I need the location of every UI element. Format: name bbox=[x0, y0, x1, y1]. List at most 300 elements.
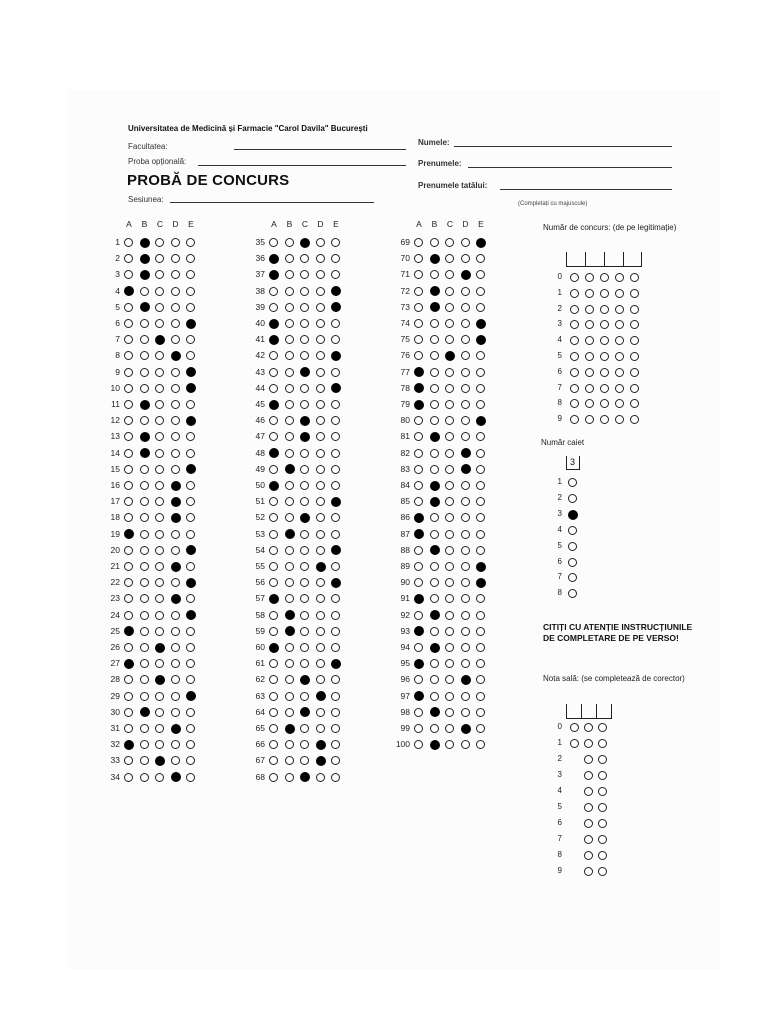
answer-bubble-d[interactable] bbox=[316, 530, 325, 539]
answer-bubble-b[interactable] bbox=[285, 643, 294, 652]
answer-bubble-b[interactable] bbox=[430, 675, 439, 684]
grade-digit-bubble[interactable] bbox=[598, 803, 607, 812]
answer-bubble-d[interactable] bbox=[316, 368, 325, 377]
competition-digit-bubble[interactable] bbox=[600, 305, 609, 314]
answer-bubble-e[interactable] bbox=[186, 303, 195, 312]
answer-bubble-d[interactable] bbox=[316, 562, 326, 572]
answer-bubble-b[interactable] bbox=[140, 740, 149, 749]
answer-bubble-d[interactable] bbox=[171, 740, 180, 749]
competition-digit-bubble[interactable] bbox=[585, 273, 594, 282]
answer-bubble-b[interactable] bbox=[430, 319, 439, 328]
answer-bubble-d[interactable] bbox=[171, 562, 181, 572]
answer-bubble-c[interactable] bbox=[445, 611, 454, 620]
answer-bubble-b[interactable] bbox=[285, 351, 294, 360]
answer-bubble-a[interactable] bbox=[124, 303, 133, 312]
answer-bubble-e[interactable] bbox=[331, 643, 340, 652]
answer-bubble-b[interactable] bbox=[140, 351, 149, 360]
answer-bubble-c[interactable] bbox=[155, 465, 164, 474]
answer-bubble-e[interactable] bbox=[331, 578, 341, 588]
grade-digit-bubble[interactable] bbox=[584, 755, 593, 764]
answer-bubble-c[interactable] bbox=[155, 675, 165, 685]
answer-bubble-b[interactable] bbox=[140, 659, 149, 668]
answer-bubble-d[interactable] bbox=[461, 432, 470, 441]
answer-bubble-c[interactable] bbox=[445, 238, 454, 247]
answer-bubble-b[interactable] bbox=[285, 578, 294, 587]
answer-bubble-d[interactable] bbox=[461, 740, 470, 749]
answer-bubble-b[interactable] bbox=[430, 465, 439, 474]
answer-bubble-c[interactable] bbox=[445, 400, 454, 409]
answer-bubble-e[interactable] bbox=[476, 416, 486, 426]
answer-bubble-d[interactable] bbox=[171, 530, 180, 539]
answer-bubble-e[interactable] bbox=[476, 303, 485, 312]
competition-digit-bubble[interactable] bbox=[570, 368, 579, 377]
answer-bubble-d[interactable] bbox=[461, 287, 470, 296]
answer-bubble-d[interactable] bbox=[316, 643, 325, 652]
answer-bubble-b[interactable] bbox=[140, 513, 149, 522]
answer-bubble-d[interactable] bbox=[316, 546, 325, 555]
answer-bubble-b[interactable] bbox=[285, 708, 294, 717]
answer-bubble-c[interactable] bbox=[300, 530, 309, 539]
answer-bubble-a[interactable] bbox=[124, 481, 133, 490]
answer-bubble-e[interactable] bbox=[476, 287, 485, 296]
answer-bubble-d[interactable] bbox=[171, 724, 181, 734]
answer-bubble-e[interactable] bbox=[186, 578, 196, 588]
answer-bubble-c[interactable] bbox=[155, 287, 164, 296]
competition-number-boxes[interactable] bbox=[566, 252, 642, 267]
answer-bubble-e[interactable] bbox=[331, 627, 340, 636]
answer-bubble-b[interactable] bbox=[285, 270, 294, 279]
answer-bubble-d[interactable] bbox=[171, 270, 180, 279]
answer-bubble-d[interactable] bbox=[461, 238, 470, 247]
answer-bubble-b[interactable] bbox=[285, 497, 294, 506]
grade-digit-bubble[interactable] bbox=[598, 851, 607, 860]
answer-bubble-e[interactable] bbox=[476, 708, 485, 717]
answer-bubble-c[interactable] bbox=[300, 416, 310, 426]
answer-bubble-a[interactable] bbox=[414, 513, 424, 523]
grade-digit-bubble[interactable] bbox=[598, 787, 607, 796]
grade-digit-bubble[interactable] bbox=[598, 755, 607, 764]
grade-digit-bubble[interactable] bbox=[598, 771, 607, 780]
answer-bubble-d[interactable] bbox=[461, 270, 471, 280]
answer-bubble-c[interactable] bbox=[300, 400, 309, 409]
competition-digit-bubble[interactable] bbox=[615, 352, 624, 361]
answer-bubble-a[interactable] bbox=[124, 708, 133, 717]
answer-bubble-e[interactable] bbox=[476, 335, 486, 345]
competition-digit-bubble[interactable] bbox=[585, 384, 594, 393]
answer-bubble-a[interactable] bbox=[124, 238, 133, 247]
answer-bubble-b[interactable] bbox=[285, 287, 294, 296]
grade-digit-bubble[interactable] bbox=[584, 739, 593, 748]
answer-bubble-d[interactable] bbox=[171, 627, 180, 636]
answer-bubble-c[interactable] bbox=[445, 530, 454, 539]
answer-bubble-e[interactable] bbox=[186, 530, 195, 539]
answer-bubble-a[interactable] bbox=[124, 465, 133, 474]
answer-bubble-d[interactable] bbox=[316, 432, 325, 441]
answer-bubble-b[interactable] bbox=[140, 400, 150, 410]
answer-bubble-c[interactable] bbox=[445, 368, 454, 377]
answer-bubble-b[interactable] bbox=[140, 756, 149, 765]
answer-bubble-a[interactable] bbox=[124, 546, 133, 555]
answer-bubble-b[interactable] bbox=[140, 465, 149, 474]
grade-digit-bubble[interactable] bbox=[584, 867, 593, 876]
grade-digit-bubble[interactable] bbox=[584, 723, 593, 732]
grade-digit-bubble[interactable] bbox=[570, 739, 579, 748]
booklet-digit-bubble[interactable] bbox=[568, 510, 578, 520]
answer-bubble-d[interactable] bbox=[171, 287, 180, 296]
answer-bubble-c[interactable] bbox=[155, 546, 164, 555]
answer-bubble-d[interactable] bbox=[171, 708, 180, 717]
answer-bubble-c[interactable] bbox=[300, 692, 309, 701]
answer-bubble-e[interactable] bbox=[331, 659, 341, 669]
answer-bubble-d[interactable] bbox=[316, 303, 325, 312]
answer-bubble-e[interactable] bbox=[476, 400, 485, 409]
answer-bubble-c[interactable] bbox=[300, 546, 309, 555]
answer-bubble-b[interactable] bbox=[285, 432, 294, 441]
booklet-number-box[interactable] bbox=[566, 456, 580, 470]
answer-bubble-d[interactable] bbox=[316, 465, 325, 474]
answer-bubble-d[interactable] bbox=[316, 384, 325, 393]
answer-bubble-a[interactable] bbox=[269, 627, 278, 636]
answer-bubble-d[interactable] bbox=[171, 772, 181, 782]
answer-bubble-c[interactable] bbox=[300, 611, 309, 620]
answer-bubble-c[interactable] bbox=[155, 384, 164, 393]
answer-bubble-c[interactable] bbox=[155, 562, 164, 571]
answer-bubble-d[interactable] bbox=[316, 335, 325, 344]
competition-digit-bubble[interactable] bbox=[570, 352, 579, 361]
answer-bubble-b[interactable] bbox=[430, 627, 439, 636]
answer-bubble-d[interactable] bbox=[461, 448, 471, 458]
answer-bubble-a[interactable] bbox=[124, 740, 134, 750]
answer-bubble-b[interactable] bbox=[285, 529, 295, 539]
competition-digit-bubble[interactable] bbox=[630, 289, 639, 298]
answer-bubble-d[interactable] bbox=[171, 675, 180, 684]
answer-bubble-c[interactable] bbox=[155, 643, 165, 653]
answer-bubble-c[interactable] bbox=[445, 692, 454, 701]
answer-bubble-d[interactable] bbox=[171, 611, 180, 620]
session-field[interactable] bbox=[170, 202, 374, 203]
answer-bubble-b[interactable] bbox=[430, 286, 440, 296]
answer-bubble-d[interactable] bbox=[316, 497, 325, 506]
competition-digit-bubble[interactable] bbox=[570, 273, 579, 282]
answer-bubble-c[interactable] bbox=[155, 368, 164, 377]
answer-bubble-d[interactable] bbox=[171, 432, 180, 441]
answer-bubble-e[interactable] bbox=[476, 465, 485, 474]
answer-bubble-e[interactable] bbox=[476, 578, 486, 588]
answer-bubble-a[interactable] bbox=[269, 530, 278, 539]
grade-digit-bubble[interactable] bbox=[584, 819, 593, 828]
answer-bubble-c[interactable] bbox=[445, 351, 455, 361]
answer-bubble-a[interactable] bbox=[269, 562, 278, 571]
optional-test-field[interactable] bbox=[198, 165, 406, 166]
answer-bubble-a[interactable] bbox=[124, 319, 133, 328]
answer-bubble-b[interactable] bbox=[285, 594, 294, 603]
competition-digit-bubble[interactable] bbox=[630, 352, 639, 361]
first-name-field[interactable] bbox=[468, 167, 672, 168]
answer-bubble-e[interactable] bbox=[331, 449, 340, 458]
competition-digit-bubble[interactable] bbox=[570, 305, 579, 314]
answer-bubble-e[interactable] bbox=[186, 773, 195, 782]
answer-bubble-a[interactable] bbox=[414, 287, 423, 296]
name-field[interactable] bbox=[454, 146, 672, 147]
answer-bubble-b[interactable] bbox=[285, 659, 294, 668]
answer-bubble-d[interactable] bbox=[461, 368, 470, 377]
grade-digit-bubble[interactable] bbox=[598, 739, 607, 748]
answer-bubble-c[interactable] bbox=[155, 319, 164, 328]
answer-bubble-b[interactable] bbox=[140, 546, 149, 555]
answer-bubble-b[interactable] bbox=[285, 303, 294, 312]
answer-bubble-d[interactable] bbox=[171, 643, 180, 652]
answer-bubble-b[interactable] bbox=[430, 368, 439, 377]
grade-digit-bubble[interactable] bbox=[584, 787, 593, 796]
answer-bubble-d[interactable] bbox=[461, 724, 471, 734]
answer-bubble-a[interactable] bbox=[414, 481, 423, 490]
answer-bubble-a[interactable] bbox=[269, 303, 278, 312]
grade-digit-bubble[interactable] bbox=[584, 771, 593, 780]
answer-bubble-b[interactable] bbox=[430, 659, 439, 668]
competition-digit-bubble[interactable] bbox=[630, 305, 639, 314]
answer-bubble-a[interactable] bbox=[269, 368, 278, 377]
answer-bubble-b[interactable] bbox=[140, 335, 149, 344]
answer-bubble-c[interactable] bbox=[300, 449, 309, 458]
answer-bubble-b[interactable] bbox=[430, 416, 439, 425]
competition-digit-bubble[interactable] bbox=[615, 289, 624, 298]
answer-bubble-c[interactable] bbox=[155, 692, 164, 701]
answer-bubble-b[interactable] bbox=[285, 335, 294, 344]
answer-bubble-d[interactable] bbox=[316, 627, 325, 636]
father-name-field[interactable] bbox=[500, 189, 672, 190]
answer-bubble-a[interactable] bbox=[124, 643, 133, 652]
answer-bubble-c[interactable] bbox=[300, 319, 309, 328]
answer-bubble-b[interactable] bbox=[285, 238, 294, 247]
answer-bubble-b[interactable] bbox=[285, 416, 294, 425]
grade-digit-bubble[interactable] bbox=[598, 819, 607, 828]
answer-bubble-b[interactable] bbox=[140, 773, 149, 782]
answer-bubble-a[interactable] bbox=[269, 708, 278, 717]
answer-bubble-d[interactable] bbox=[171, 351, 181, 361]
answer-bubble-e[interactable] bbox=[476, 368, 485, 377]
competition-digit-bubble[interactable] bbox=[615, 384, 624, 393]
answer-bubble-e[interactable] bbox=[186, 287, 195, 296]
answer-bubble-b[interactable] bbox=[430, 302, 440, 312]
answer-bubble-d[interactable] bbox=[316, 351, 325, 360]
answer-bubble-e[interactable] bbox=[476, 692, 485, 701]
answer-bubble-a[interactable] bbox=[124, 368, 133, 377]
faculty-field[interactable] bbox=[234, 149, 406, 150]
answer-bubble-b[interactable] bbox=[140, 302, 150, 312]
answer-bubble-e[interactable] bbox=[186, 481, 195, 490]
answer-bubble-e[interactable] bbox=[186, 708, 195, 717]
answer-bubble-d[interactable] bbox=[461, 481, 470, 490]
answer-bubble-a[interactable] bbox=[414, 449, 423, 458]
answer-bubble-b[interactable] bbox=[430, 254, 440, 264]
answer-bubble-b[interactable] bbox=[285, 740, 294, 749]
answer-bubble-e[interactable] bbox=[476, 546, 485, 555]
answer-bubble-e[interactable] bbox=[331, 238, 340, 247]
answer-bubble-d[interactable] bbox=[171, 578, 180, 587]
answer-bubble-a[interactable] bbox=[414, 643, 423, 652]
answer-bubble-b[interactable] bbox=[430, 384, 439, 393]
answer-bubble-a[interactable] bbox=[269, 773, 278, 782]
answer-bubble-c[interactable] bbox=[445, 384, 454, 393]
answer-bubble-c[interactable] bbox=[300, 675, 310, 685]
answer-bubble-b[interactable] bbox=[430, 497, 440, 507]
competition-digit-bubble[interactable] bbox=[630, 273, 639, 282]
answer-bubble-d[interactable] bbox=[461, 546, 470, 555]
answer-bubble-a[interactable] bbox=[124, 724, 133, 733]
competition-digit-bubble[interactable] bbox=[630, 384, 639, 393]
answer-bubble-e[interactable] bbox=[476, 449, 485, 458]
answer-bubble-b[interactable] bbox=[430, 432, 440, 442]
competition-digit-bubble[interactable] bbox=[600, 384, 609, 393]
answer-bubble-d[interactable] bbox=[171, 335, 180, 344]
answer-bubble-d[interactable] bbox=[461, 659, 470, 668]
answer-bubble-b[interactable] bbox=[285, 464, 295, 474]
answer-bubble-d[interactable] bbox=[316, 416, 325, 425]
answer-bubble-e[interactable] bbox=[331, 497, 341, 507]
answer-bubble-d[interactable] bbox=[171, 449, 180, 458]
answer-bubble-b[interactable] bbox=[140, 432, 150, 442]
answer-bubble-c[interactable] bbox=[445, 303, 454, 312]
answer-bubble-c[interactable] bbox=[445, 481, 454, 490]
answer-bubble-b[interactable] bbox=[140, 611, 149, 620]
answer-bubble-e[interactable] bbox=[476, 481, 485, 490]
answer-bubble-c[interactable] bbox=[445, 627, 454, 636]
answer-bubble-d[interactable] bbox=[316, 270, 325, 279]
answer-bubble-a[interactable] bbox=[124, 400, 133, 409]
answer-bubble-c[interactable] bbox=[300, 238, 310, 248]
grade-digit-bubble[interactable] bbox=[598, 723, 607, 732]
answer-bubble-c[interactable] bbox=[155, 530, 164, 539]
answer-bubble-d[interactable] bbox=[461, 594, 470, 603]
answer-bubble-d[interactable] bbox=[461, 513, 470, 522]
answer-bubble-d[interactable] bbox=[316, 691, 326, 701]
answer-bubble-a[interactable] bbox=[269, 692, 278, 701]
answer-bubble-a[interactable] bbox=[124, 773, 133, 782]
answer-bubble-a[interactable] bbox=[414, 611, 423, 620]
answer-bubble-d[interactable] bbox=[171, 384, 180, 393]
answer-bubble-b[interactable] bbox=[430, 270, 439, 279]
answer-bubble-b[interactable] bbox=[430, 530, 439, 539]
answer-bubble-b[interactable] bbox=[285, 724, 295, 734]
answer-bubble-d[interactable] bbox=[461, 319, 470, 328]
answer-bubble-b[interactable] bbox=[430, 692, 439, 701]
answer-bubble-b[interactable] bbox=[430, 513, 439, 522]
answer-bubble-b[interactable] bbox=[140, 287, 149, 296]
answer-bubble-c[interactable] bbox=[445, 562, 454, 571]
answer-bubble-e[interactable] bbox=[476, 724, 485, 733]
answer-bubble-e[interactable] bbox=[331, 692, 340, 701]
answer-bubble-a[interactable] bbox=[269, 546, 278, 555]
answer-bubble-e[interactable] bbox=[186, 724, 195, 733]
answer-bubble-e[interactable] bbox=[331, 708, 340, 717]
answer-bubble-e[interactable] bbox=[331, 319, 340, 328]
answer-bubble-d[interactable] bbox=[171, 692, 180, 701]
answer-bubble-a[interactable] bbox=[269, 465, 278, 474]
answer-bubble-d[interactable] bbox=[171, 238, 180, 247]
answer-bubble-b[interactable] bbox=[285, 481, 294, 490]
answer-bubble-e[interactable] bbox=[186, 643, 195, 652]
answer-bubble-e[interactable] bbox=[476, 611, 485, 620]
answer-bubble-d[interactable] bbox=[171, 368, 180, 377]
answer-bubble-b[interactable] bbox=[430, 400, 439, 409]
answer-bubble-d[interactable] bbox=[171, 594, 181, 604]
competition-digit-bubble[interactable] bbox=[570, 289, 579, 298]
answer-bubble-b[interactable] bbox=[430, 724, 439, 733]
answer-bubble-a[interactable] bbox=[414, 594, 424, 604]
answer-bubble-c[interactable] bbox=[155, 449, 164, 458]
answer-bubble-d[interactable] bbox=[316, 449, 325, 458]
answer-bubble-b[interactable] bbox=[430, 740, 440, 750]
answer-bubble-d[interactable] bbox=[171, 481, 181, 491]
answer-bubble-b[interactable] bbox=[430, 643, 440, 653]
answer-bubble-a[interactable] bbox=[269, 254, 279, 264]
answer-bubble-c[interactable] bbox=[445, 465, 454, 474]
answer-bubble-c[interactable] bbox=[155, 773, 164, 782]
answer-bubble-a[interactable] bbox=[124, 692, 133, 701]
answer-bubble-d[interactable] bbox=[316, 740, 326, 750]
competition-digit-bubble[interactable] bbox=[600, 273, 609, 282]
answer-bubble-d[interactable] bbox=[461, 708, 470, 717]
answer-bubble-a[interactable] bbox=[269, 724, 278, 733]
answer-bubble-c[interactable] bbox=[300, 562, 309, 571]
competition-digit-bubble[interactable] bbox=[570, 384, 579, 393]
answer-bubble-c[interactable] bbox=[155, 335, 165, 345]
answer-bubble-a[interactable] bbox=[269, 270, 279, 280]
answer-bubble-b[interactable] bbox=[430, 238, 439, 247]
answer-bubble-b[interactable] bbox=[140, 707, 150, 717]
answer-bubble-a[interactable] bbox=[124, 611, 133, 620]
answer-bubble-d[interactable] bbox=[461, 627, 470, 636]
answer-bubble-c[interactable] bbox=[300, 627, 309, 636]
answer-bubble-e[interactable] bbox=[476, 643, 485, 652]
booklet-digit-bubble[interactable] bbox=[568, 478, 577, 487]
answer-bubble-c[interactable] bbox=[155, 724, 164, 733]
answer-bubble-a[interactable] bbox=[124, 659, 134, 669]
answer-bubble-c[interactable] bbox=[445, 287, 454, 296]
competition-digit-bubble[interactable] bbox=[585, 289, 594, 298]
answer-bubble-d[interactable] bbox=[316, 481, 325, 490]
answer-bubble-e[interactable] bbox=[476, 530, 485, 539]
grade-digit-bubble[interactable] bbox=[570, 723, 579, 732]
answer-bubble-b[interactable] bbox=[140, 562, 149, 571]
answer-bubble-c[interactable] bbox=[445, 643, 454, 652]
answer-bubble-d[interactable] bbox=[316, 254, 325, 263]
answer-bubble-b[interactable] bbox=[285, 400, 294, 409]
answer-bubble-c[interactable] bbox=[155, 611, 164, 620]
answer-bubble-a[interactable] bbox=[269, 287, 278, 296]
answer-bubble-e[interactable] bbox=[331, 611, 340, 620]
answer-bubble-b[interactable] bbox=[285, 675, 294, 684]
answer-bubble-b[interactable] bbox=[285, 319, 294, 328]
answer-bubble-a[interactable] bbox=[124, 449, 133, 458]
answer-bubble-c[interactable] bbox=[300, 465, 309, 474]
answer-bubble-e[interactable] bbox=[186, 627, 195, 636]
answer-bubble-d[interactable] bbox=[171, 546, 180, 555]
answer-bubble-e[interactable] bbox=[331, 481, 340, 490]
answer-bubble-c[interactable] bbox=[300, 724, 309, 733]
answer-bubble-b[interactable] bbox=[140, 238, 150, 248]
answer-bubble-d[interactable] bbox=[461, 464, 471, 474]
answer-bubble-e[interactable] bbox=[331, 724, 340, 733]
answer-bubble-d[interactable] bbox=[461, 416, 470, 425]
answer-bubble-c[interactable] bbox=[445, 319, 454, 328]
answer-bubble-d[interactable] bbox=[171, 254, 180, 263]
answer-bubble-e[interactable] bbox=[186, 400, 195, 409]
answer-bubble-c[interactable] bbox=[300, 513, 310, 523]
answer-bubble-e[interactable] bbox=[331, 368, 340, 377]
answer-bubble-d[interactable] bbox=[316, 400, 325, 409]
competition-digit-bubble[interactable] bbox=[585, 305, 594, 314]
